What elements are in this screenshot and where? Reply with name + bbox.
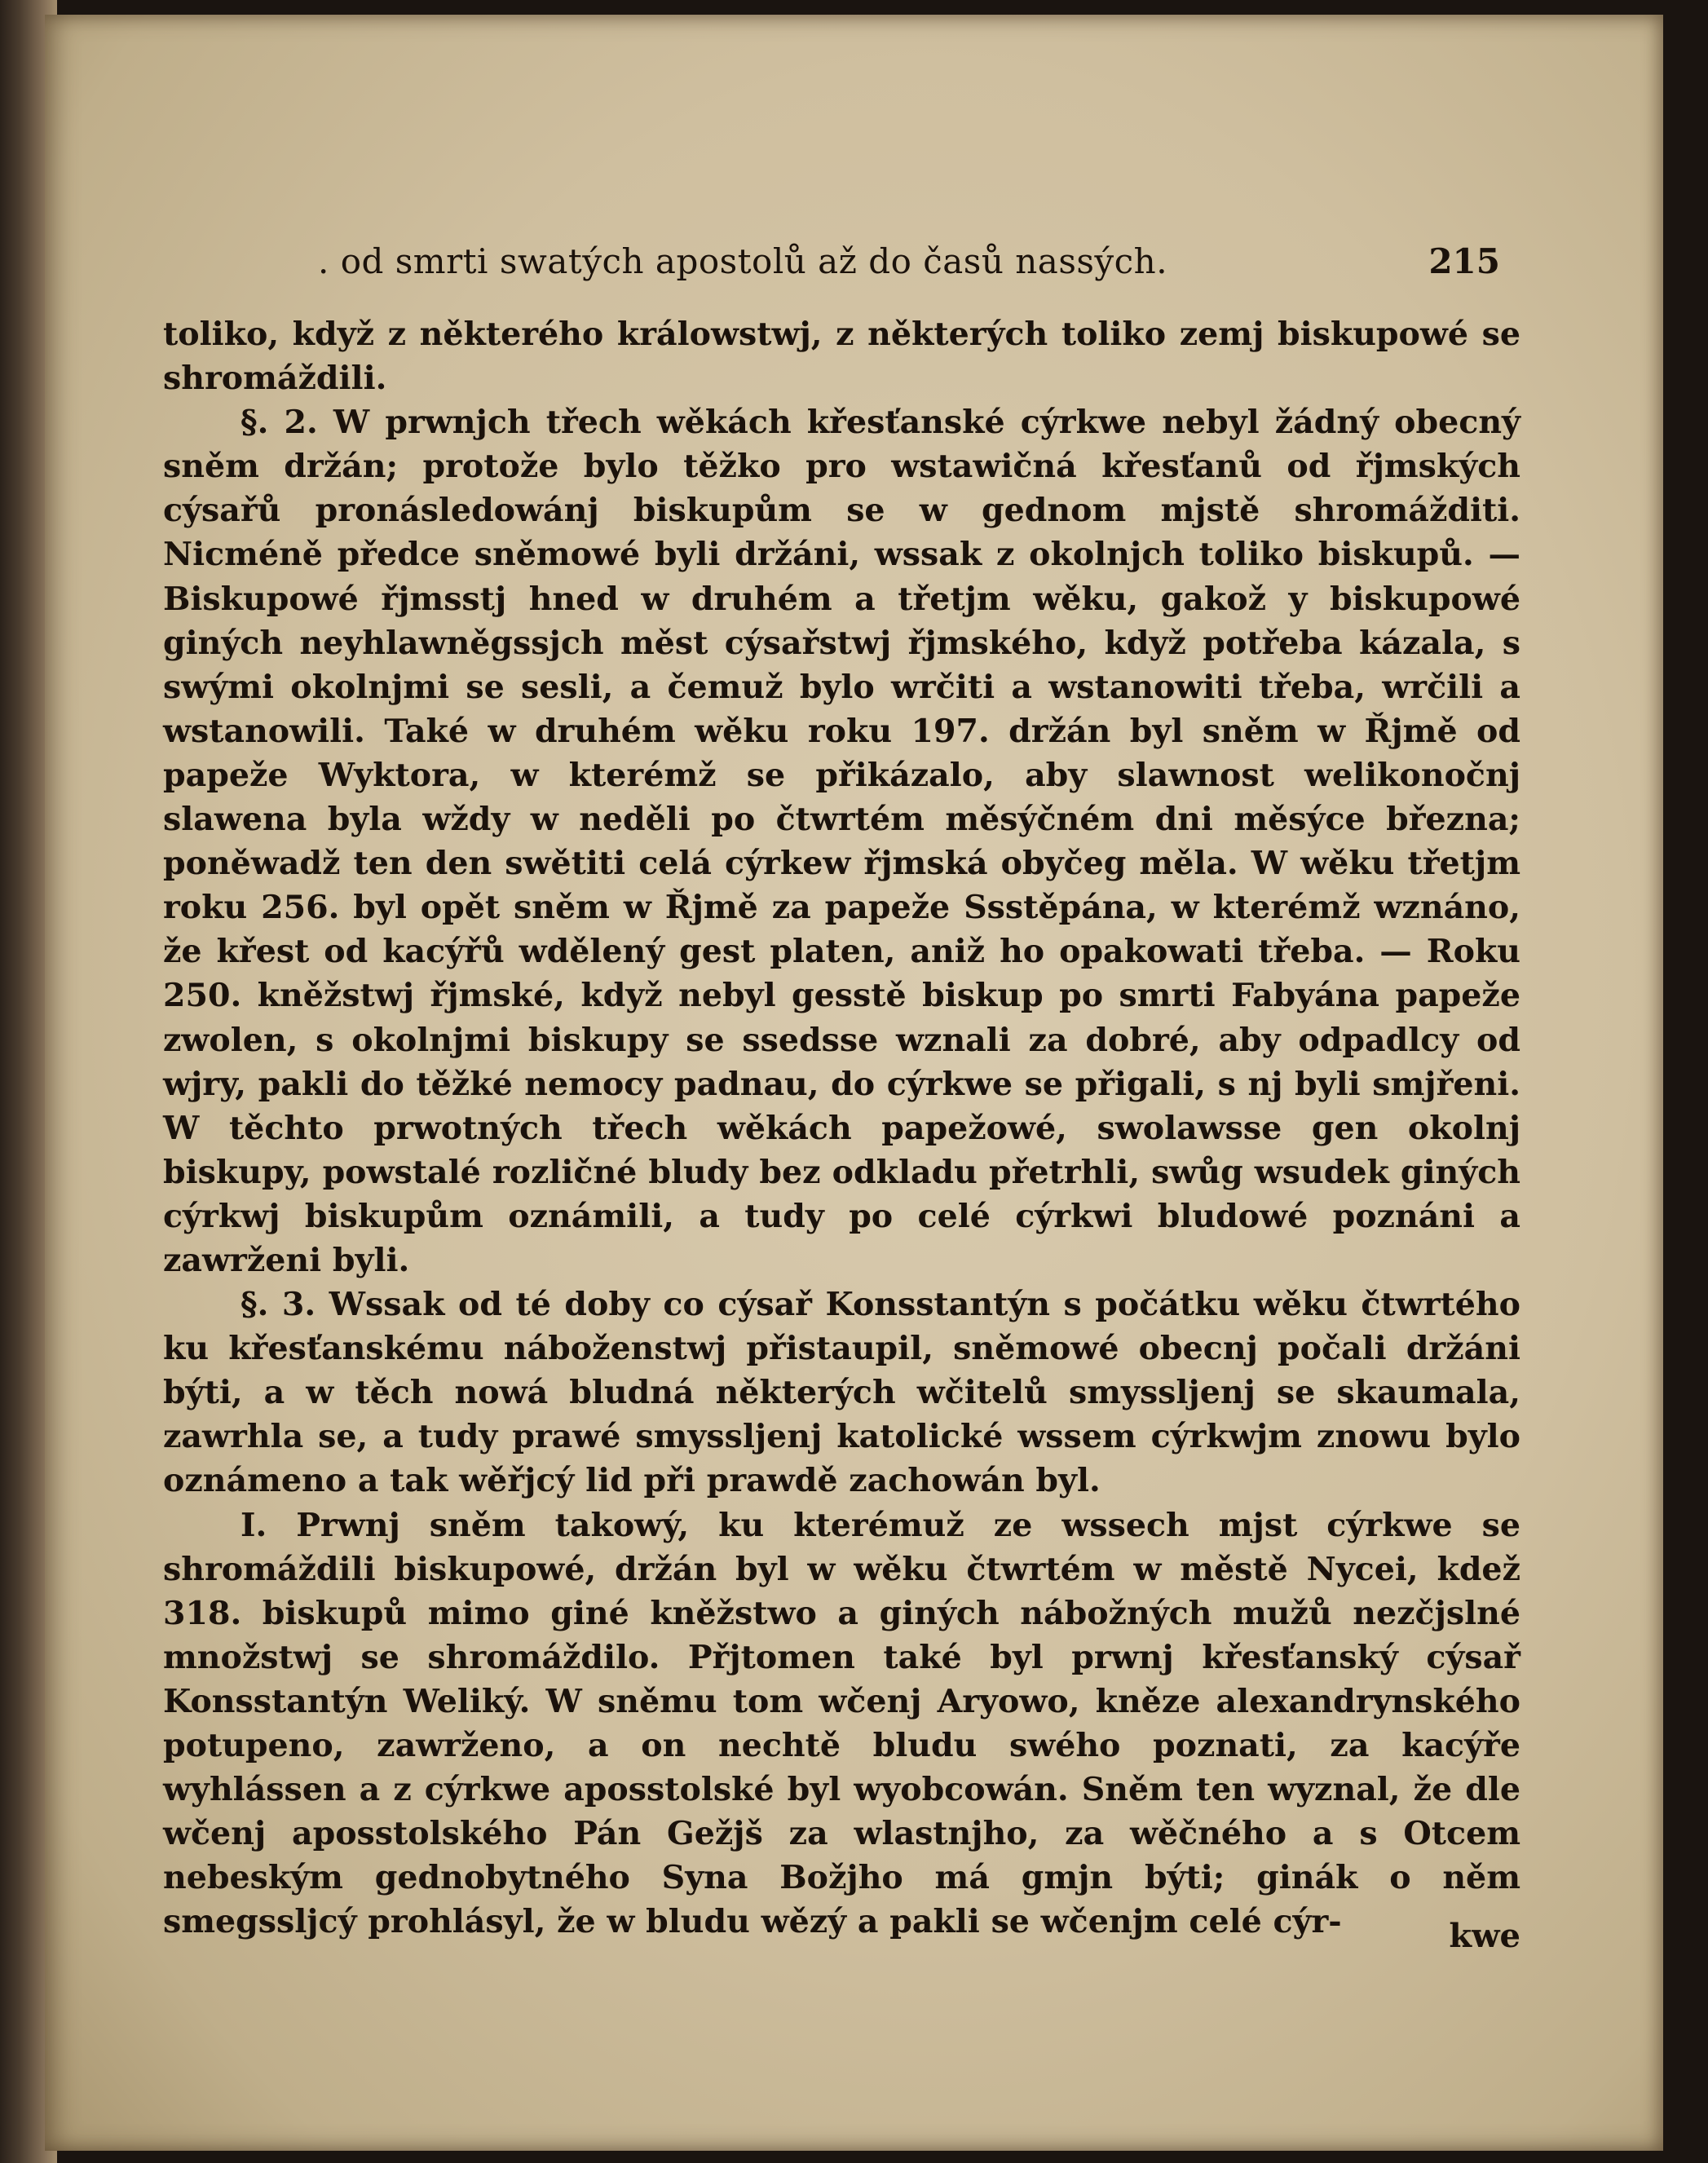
catchword: kwe <box>1449 1917 1520 1955</box>
paragraph-section-3: §. 3. Wssak od té doby co cýsař Konsstantýn s počátku wěku čtwrtého ku křesťanskému náboženstwj přistaupil, sněmowé obecnj počali držáni býti, a w těch nowá bludná některých wčitelů smyssljenj se skaumala, zawrhla se, a tudy prawé smyssljenj katolické wssem cýrkwjm znowu bylo oznámeno a tak wěřjcý lid při prawdě zachowán byl. <box>163 1286 1520 1500</box>
paragraph-section-2: §. 2. W prwnjch třech wěkách křesťanské cýrkwe nebyl žádný obecný sněm držán; protože bylo těžko pro wstawičná křesťanů od řjmských cýsařů pronásledowánj biskupům se w gednom mjstě shromážditi. Nicméně předce sněmowé byli držáni, wssak z okolnjch toliko biskupů. — Biskupowé řjmsstj hned w druhém a třetjm wěku, gakož y biskupowé giných neyhlawněgssjch měst cýsařstwj řjmského, když potřeba kázala, s swými okolnjmi se sesli, a čemuž bylo wrčiti a wstanowiti třeba, wrčili a wstanowili. Také w druhém wěku roku 197. držán byl sněm w Řjmě od papeže Wyktora, w kterémž se přikázalo, aby slawnost welikonočnj slawena byla wždy w neděli po čtwrtém měsýčném dni měsýce března; poněwadž ten den swětiti celá cýrkew řjmská obyčeg měla. W wěku třetjm roku 256. byl opět sněm w Řjmě za papeže Ssstěpána, w kterémž wznáno, že křest od kacýřů wdělený gest platen, aniž ho opakowati třeba. — Roku 250. kněžstwj řjmské, když nebyl gesstě biskup po smrti Fabyána papeže zwolen, s okolnjmi biskupy se ssedsse wznali za dobré, aby odpadlcy od wjry, pakli do těžké nemocy padnau, do cýrkwe se přigali, s nj byli smjřeni. W těchto prwotných třech wěkách papežowé, swolawsse gen okolnj biskupy, powstalé rozličné bludy bez odkladu přetrhli, swůg wsudek giných cýrkwj biskupům oznámili, a tudy po celé cýrkwi bludowé poznáni a zawrženi byli. <box>163 404 1520 1279</box>
book-page <box>45 15 1663 2151</box>
paragraph-first-council: I. Prwnj sněm takowý, ku kterémuž ze wssech mjst cýrkwe se shromáždili biskupowé, držán byl w wěku čtwrtém w městě Nycei, kdež 318. biskupů mimo giné kněžstwo a giných nábožných mužů nezčjslné množstwj se shromáždilo. Přjtomen také byl prwnj křesťanský cýsař Konsstantýn Weliký. W sněmu tom wčenj Aryowo, kněze alexandrynského potupeno, zawrženo, a on nechtě bludu swého poznati, za kacýře wyhlássen a z cýrkwe aposstolské byl wyobcowán. Sněm ten wyznal, že dle wčenj aposstolského Pán Gežjš za wlastnjho, za wěčného a s Otcem nebeským gednobytného Syna Božjho má gmjn býti; ginák o něm smegssljcý prohlásyl, že w bludu wězý a pakli se wčenjm celé cýr- <box>163 1506 1520 1941</box>
paragraph-continuation: toliko, když z některého králowstwj, z některých toliko zemj biskupowé se shromáždili. <box>163 316 1520 398</box>
page-header <box>318 241 1500 290</box>
page-number: 215 <box>1428 241 1500 281</box>
body-text <box>163 312 1520 1944</box>
running-title: . od smrti swatých apostolů až do časů nassých. <box>318 241 1168 281</box>
